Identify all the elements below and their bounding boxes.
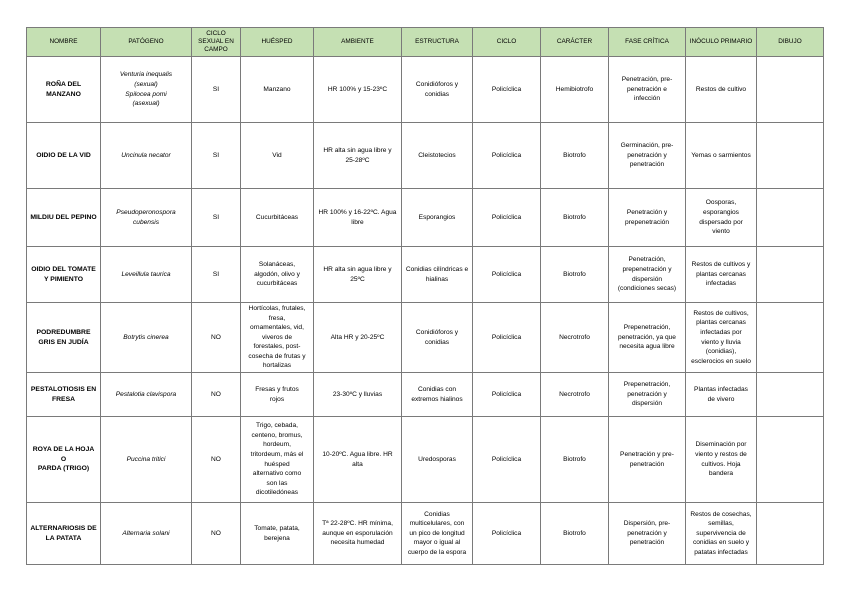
critical-phase-cell: Penetración y prepenetración [609,189,686,247]
drawing-cell [757,247,824,303]
disease-name: ROÑA DEL MANZANO [27,57,101,123]
host-cell: Vid [241,123,314,189]
table-row [27,303,824,373]
critical-phase-cell: Prepenetración, penetración y dispersión [609,373,686,417]
column-header: INÓCULO PRIMARIO [686,28,757,57]
pathogen-name: Botrytis cinerea [101,303,192,373]
primary-inoculum-cell: Yemas o sarmientos [686,123,757,189]
environment-cell: HR alta sin agua libre y 25-28ºC [314,123,402,189]
disease-name: ROYA DE LA HOJA O PARDA (TRIGO) [27,417,101,503]
environment-cell: HR 100% y 15-23ºC [314,57,402,123]
sexual-cycle-cell: NO [192,503,241,565]
header-row [27,28,824,57]
table-row [27,417,824,503]
host-cell: Solanáceas, algodón, olivo y cucurbitáceas [241,247,314,303]
cycle-cell: Policíclica [473,189,541,247]
drawing-cell [757,189,824,247]
sexual-cycle-cell: SI [192,247,241,303]
primary-inoculum-cell: Restos de cultivos, plantas cercanas infectadas por viento y lluvia (conidias), esclerocios en suelo [686,303,757,373]
structure-cell: Uredosporas [402,417,473,503]
critical-phase-cell: Germinación, pre- penetración y penetración [609,123,686,189]
pathogen-name: Alternaria solani [101,503,192,565]
disease-name: PESTALOTIOSIS EN FRESA [27,373,101,417]
character-cell: Biotrofo [541,247,609,303]
critical-phase-cell: Dispersión, pre- penetración y penetración [609,503,686,565]
primary-inoculum-cell: Oosporas, esporangios dispersado por viento [686,189,757,247]
pathogen-name: Pseudoperonospora cubensis [101,189,192,247]
environment-cell: Alta HR y 20-25ºC [314,303,402,373]
structure-cell: Conidias multicelulares, con un pico de longitud mayor o igual al cuerpo de la espora [402,503,473,565]
cycle-cell: Policíclica [473,247,541,303]
disease-name: ALTERNARIOSIS DE LA PATATA [27,503,101,565]
host-cell: Trigo, cebada, centeno, bromus, hordeum, tritordeum, más el huésped alternativo como son las dicotiledóneas [241,417,314,503]
cycle-cell: Policíclica [473,123,541,189]
column-header: FASE CRÍTICA [609,28,686,57]
column-header: CICLO SEXUAL EN CAMPO [192,28,241,57]
cycle-cell: Policíclica [473,373,541,417]
pathogen-name: Venturia inequalis (sexual) Spilocea pomi (asexual) [101,57,192,123]
drawing-cell [757,503,824,565]
column-header: PATÓGENO [101,28,192,57]
drawing-cell [757,373,824,417]
table-row [27,189,824,247]
pathogen-name: Puccina tritici [101,417,192,503]
host-cell: Cucurbitáceas [241,189,314,247]
cycle-cell: Policíclica [473,417,541,503]
character-cell: Biotrofo [541,123,609,189]
environment-cell: HR 100% y 16-22ºC. Agua libre [314,189,402,247]
character-cell: Biotrofo [541,503,609,565]
environment-cell: 23-30ºC y lluvias [314,373,402,417]
column-header: ESTRUCTURA [402,28,473,57]
column-header: NOMBRE [27,28,101,57]
disease-name: PODREDUMBRE GRIS EN JUDÍA [27,303,101,373]
environment-cell: 10-20ºC. Agua libre. HR alta [314,417,402,503]
structure-cell: Conidióforos y conidias [402,57,473,123]
character-cell: Biotrofo [541,189,609,247]
environment-cell: HR alta sin agua libre y 25ºC [314,247,402,303]
host-cell: Tomate, patata, berejena [241,503,314,565]
critical-phase-cell: Penetración, prepenetración y dispersión (condiciones secas) [609,247,686,303]
disease-name: OIDIO DEL TOMATE Y PIMIENTO [27,247,101,303]
pathogen-name: Uncinula necator [101,123,192,189]
pathogen-name: Leveillula taurica [101,247,192,303]
sexual-cycle-cell: NO [192,417,241,503]
structure-cell: Esporangios [402,189,473,247]
drawing-cell [757,123,824,189]
cycle-cell: Policíclica [473,503,541,565]
column-header: HUÉSPED [241,28,314,57]
character-cell: Necrotrofo [541,373,609,417]
structure-cell: Conidióforos y conidias [402,303,473,373]
drawing-cell [757,303,824,373]
sexual-cycle-cell: SI [192,123,241,189]
structure-cell: Conidias con extremos hialinos [402,373,473,417]
column-header: CARÁCTER [541,28,609,57]
sexual-cycle-cell: SI [192,57,241,123]
critical-phase-cell: Penetración y pre- penetración [609,417,686,503]
sexual-cycle-cell: NO [192,303,241,373]
table-row [27,57,824,123]
table-body [27,57,824,565]
pathogen-name: Pestalotia clavispora [101,373,192,417]
critical-phase-cell: Prepenetración, penetración, ya que necesita agua libre [609,303,686,373]
column-header: CICLO [473,28,541,57]
primary-inoculum-cell: Restos de cultivos y plantas cercanas infectadas [686,247,757,303]
sexual-cycle-cell: NO [192,373,241,417]
critical-phase-cell: Penetración, pre- penetración e infección [609,57,686,123]
table-row [27,503,824,565]
disease-name: MILDIU DEL PEPINO [27,189,101,247]
character-cell: Biotrofo [541,417,609,503]
table-row [27,247,824,303]
structure-cell: Cleistotecios [402,123,473,189]
character-cell: Hemibiotrofo [541,57,609,123]
primary-inoculum-cell: Diseminación por viento y restos de cultivos. Hoja bandera [686,417,757,503]
disease-table [26,27,824,565]
drawing-cell [757,57,824,123]
primary-inoculum-cell: Restos de cultivo [686,57,757,123]
sexual-cycle-cell: SI [192,189,241,247]
host-cell: Fresas y frutos rojos [241,373,314,417]
host-cell: Manzano [241,57,314,123]
cycle-cell: Policíclica [473,303,541,373]
disease-name: OIDIO DE LA VID [27,123,101,189]
primary-inoculum-cell: Restos de cosechas, semillas, supervivencia de conidias en suelo y patatas infectadas [686,503,757,565]
structure-cell: Conidias cilíndricas e hialinas [402,247,473,303]
cycle-cell: Policíclica [473,57,541,123]
table-row [27,373,824,417]
column-header: AMBIENTE [314,28,402,57]
table-row [27,123,824,189]
host-cell: Hortícolas, frutales, fresa, ornamentales, vid, viveros de forestales, post- cosecha de frutas y hortalizas [241,303,314,373]
environment-cell: Tª 22-28ºC. HR mínima, aunque en esporulación necesita humedad [314,503,402,565]
character-cell: Necrotrofo [541,303,609,373]
primary-inoculum-cell: Plantas infectadas de vivero [686,373,757,417]
column-header: DIBUJO [757,28,824,57]
drawing-cell [757,417,824,503]
